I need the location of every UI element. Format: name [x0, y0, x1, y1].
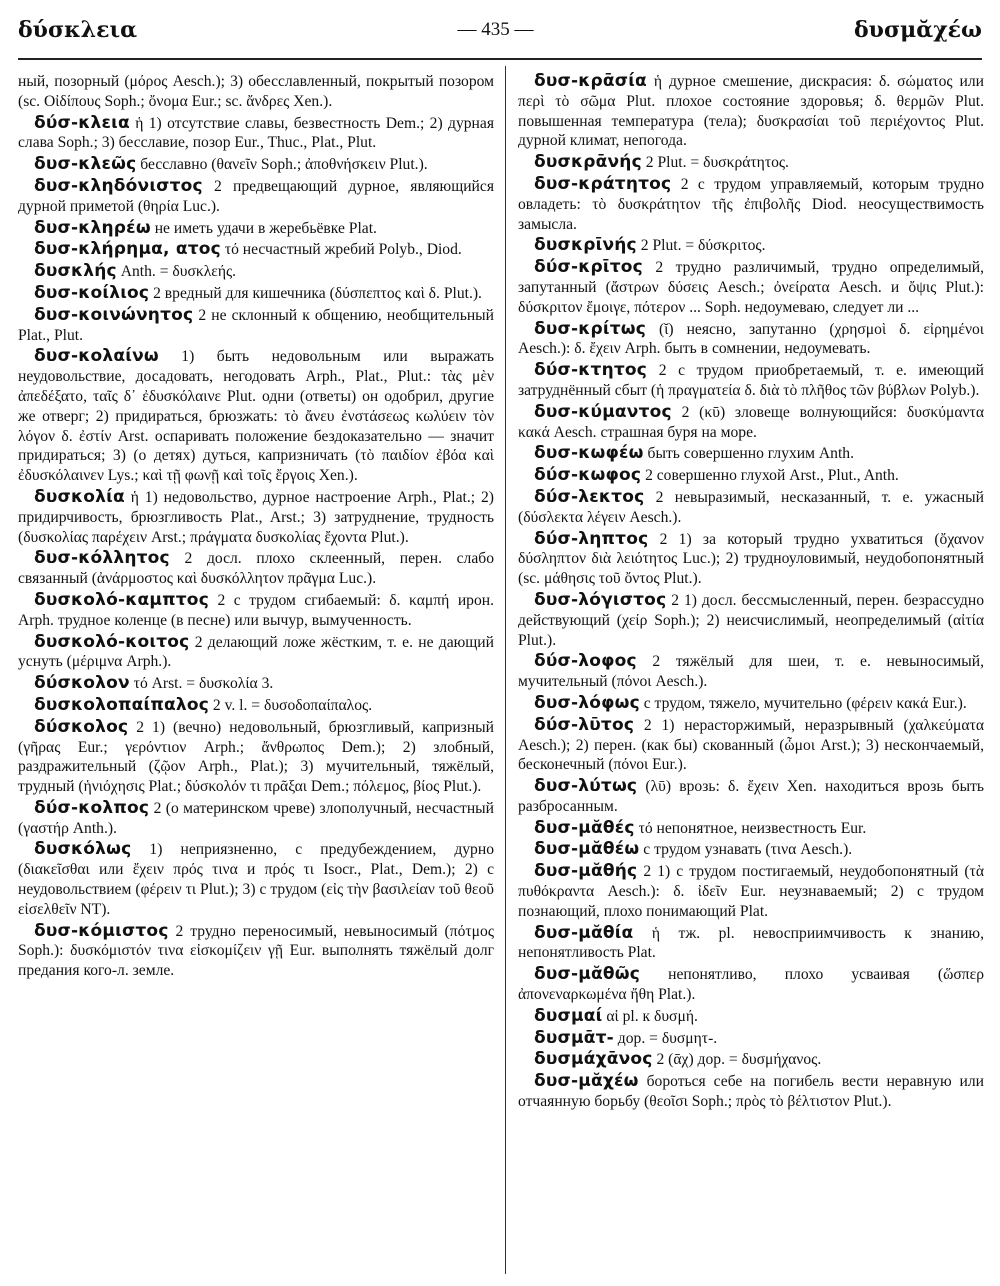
entry-headword: δυσ-κολαίνω: [34, 346, 159, 367]
entry-definition: 2 тяжёлый для шеи, т. е. невыносимый, мучительный (πόνοι Aesch.).: [518, 653, 984, 691]
dictionary-entry: [18, 240, 494, 260]
entry-definition: 2 с трудом управляемый, которым трудно овладеть: τὸ δυσκράτητον τῆς ἐπιβολῆς Diod. неосуществимость замысла.: [518, 175, 984, 233]
dictionary-entry: [18, 72, 494, 112]
entry-definition: Anth. = δυσκλεής.: [116, 263, 237, 281]
entry-definition: 2 (ᾱχ) дор. = δυσμήχανος.: [652, 1051, 822, 1069]
entry-headword: δύσ-κωφος: [534, 465, 642, 486]
entry-headword: δυσ-κληδόνιστος: [34, 175, 203, 196]
entry-headword: δυσκρῑνής: [534, 235, 637, 256]
running-head: [18, 10, 982, 50]
entry-definition: 2 с трудом приобретаемый, т. е. имеющий затруднённый сбыт (ἡ πραγματεία δ. διὰ τὸ πλῆθος τῶν βύβλων Polyb.).: [518, 362, 984, 399]
entry-headword: δυσκολό-κοιτος: [34, 631, 190, 652]
dictionary-entry: [518, 530, 984, 589]
entry-headword: δυσ-κόλλητος: [34, 548, 170, 569]
dictionary-entry: [518, 862, 984, 921]
left-column: [18, 72, 494, 1276]
entry-definition: дор. = δυσμητ-.: [613, 1029, 718, 1047]
entry-definition: 2 с трудом сгибаемый: δ. καμπή ирон. Arph. трудное коленце (в песне) или вычур, вымученность.: [18, 591, 494, 629]
dictionary-entry: [18, 488, 494, 547]
entry-definition: τό непонятное, неизвестность Eur.: [634, 819, 867, 837]
entry-headword: δυσ-μᾰθῶς: [534, 964, 640, 985]
dictionary-entry: [518, 175, 984, 234]
dictionary-entry: [518, 652, 984, 692]
dictionary-entry: [18, 591, 494, 631]
entry-headword: δύσ-κτητος: [534, 360, 648, 381]
dictionary-entry: [518, 591, 984, 650]
dictionary-entry: [518, 320, 984, 360]
dictionary-entry: [518, 840, 984, 860]
entry-headword: δυσ-κωφέω: [534, 443, 644, 464]
header-rule: [18, 58, 982, 60]
entry-definition: 2 (о материнском чреве) злополучный, несчастный (γαστήρ Anth.).: [18, 799, 494, 837]
dictionary-entry: [18, 262, 494, 282]
entry-definition: бороться себе на погибель вести неравную или отчаянную борьбу (θεοῖσι Soph.; πρὸς τὸ βέλτιστον Plut.).: [518, 1073, 984, 1111]
running-head-last-word: δυσμᾰχέω: [854, 17, 982, 43]
running-head-first-word: δύσκλεια: [18, 17, 138, 43]
entry-headword: δυσ-μᾰθέω: [534, 839, 640, 860]
entry-headword: δυσκολοπαίπαλος: [34, 694, 209, 715]
dictionary-entry: [518, 1072, 984, 1112]
dictionary-entry: [18, 155, 494, 175]
entry-definition: 2 досл. плохо склеенный, перен. слабо связанный (ἀνάρμοστος καὶ δυσκόλλητον πρᾶγμα Luc.).: [18, 550, 494, 588]
entry-headword: δυσκολό-καμπτος: [34, 589, 209, 610]
entry-definition: 2 1) нерасторжимый, неразрывный (χαλκεύματα Aesch.); 2) перен. (как бы) скованный (ὦμοι Arst.); 3) нескончаемый, бесконечный (πόνοι Eur.).: [518, 716, 984, 774]
entry-headword: δυσ-κλεῶς: [34, 154, 137, 175]
entry-definition: 2 совершенно глухой Arst., Plut., Anth.: [641, 467, 899, 485]
entry-headword: δυσ-κρίτως: [534, 318, 647, 339]
entry-definition: быть совершенно глухим Anth.: [643, 445, 854, 463]
entry-headword: δυσκρᾱνής: [534, 152, 642, 173]
dictionary-entry: [518, 716, 984, 775]
entry-headword: δύσ-ληπτος: [534, 528, 649, 549]
entry-definition: ἡ дурное смешение, дискрасия: δ. σώματος или περὶ τὸ σῶμα Plut. плохое состояние здоровья; δ. θερμῶν Plut. повышенная температура (тела); δυσκρασίαι τοῦ περιέχοντος Plut. дурной климат, непогода.: [518, 73, 984, 150]
dictionary-entry: [518, 153, 984, 173]
entry-headword: δυσ-κράτητος: [534, 173, 672, 194]
entry-headword: δυσ-μᾰθής: [534, 861, 638, 882]
entry-headword: δύσκολον: [34, 673, 130, 694]
entry-definition: не иметь удачи в жеребьёвке Plat.: [150, 219, 377, 237]
dictionary-entry: [18, 633, 494, 673]
entry-headword: δυσμαί: [534, 1005, 603, 1026]
entry-definition: τό Arst. = δυσκολία 3.: [129, 675, 274, 693]
dictionary-entry: [518, 361, 984, 401]
entry-headword: δυσ-κοινώνητος: [34, 304, 194, 325]
dictionary-entry: [518, 1007, 984, 1027]
entry-definition: ἡ тж. pl. невосприимчивость к знанию, непонятливость Plat.: [518, 924, 984, 962]
entry-headword: δύσ-κολπος: [34, 797, 150, 818]
entry-definition: 2 делающий ложе жёстким, т. е. не дающий уснуть (μέριμνα Arph.).: [18, 633, 494, 671]
dictionary-entry: [518, 466, 984, 486]
entry-definition: бесславно (θανεῖν Soph.; ἀποθνήσκειν Plut.).: [136, 156, 428, 174]
entry-definition: 2 v. l. = δυσοδοπαίπαλος.: [208, 696, 373, 714]
entry-definition: 1) неприязненно, с предубеждением, дурно (διακεῖσθαι или ἔχειν πρός τινα и πρός τι Isocr., Plat., Dem.); 2) с неудовольствием (φέρειν τι Plut.); 3) с трудом (εἰς τὴν βασιλείαν τοῦ θεοῦ εἰσελθεῖν NT).: [18, 841, 494, 918]
dictionary-entry: [18, 922, 494, 981]
dictionary-entry: [18, 799, 494, 839]
entry-headword: δύσ-κρῑτος: [534, 257, 643, 278]
entry-definition: с трудом узнавать (τινα Aesch.).: [639, 841, 853, 859]
dictionary-entry: [18, 114, 494, 154]
column-divider: [505, 66, 506, 1274]
dictionary-entry: [518, 694, 984, 714]
entry-headword: δυσ-λόγιστος: [534, 589, 667, 610]
entry-definition: 2 1) за который трудно ухватиться (ὄχανον δύσληπτον διὰ λειότητος Luc.); 2) трудноуловимый, неудобопонятный (sc. μάθησις τοῦ ὄντος Plut.).: [518, 530, 984, 588]
dictionary-entry: [18, 306, 494, 346]
entry-headword: δυσ-μᾰθία: [534, 922, 634, 943]
entry-headword: δύσ-λῡτος: [534, 714, 635, 735]
entry-headword: δυσμᾱτ-: [534, 1027, 614, 1048]
dictionary-entry: [18, 549, 494, 589]
entry-headword: δυσ-μᾰχέω: [534, 1071, 639, 1092]
entry-headword: δυσ-κοίλιος: [34, 282, 150, 303]
entry-definition: αἱ pl. к δυσμή.: [602, 1007, 698, 1025]
entry-headword: δυσκόλως: [34, 839, 132, 860]
entry-headword: δυσ-κλήρημα, ατος: [34, 239, 221, 260]
page-number: — 435 —: [457, 19, 534, 40]
entry-headword: δυσκλής: [34, 261, 117, 282]
entry-headword: δυσ-λύτως: [534, 776, 638, 797]
entry-definition: 2 1) (вечно) недовольный, брюзгливый, капризный (γῆρας Eur.; γερόντιον Arph.; ἄνθρωπος Dem.); 2) злобный, раздражительный (ζῷον Arph., Plat.); 3) мучительный, тяжёлый, трудный (ἡνιόχησις Plat.; δύσκολόν τι πρᾶξαι Dem.; πόλεμος, βίος Plut.).: [18, 718, 494, 796]
dictionary-entry: [518, 819, 984, 839]
entry-headword: δυσ-κύμαντος: [534, 401, 672, 422]
dictionary-entry: [18, 674, 494, 694]
dictionary-entry: [518, 488, 984, 528]
entry-definition: 2 1) досл. бессмысленный, перен. безрассудно действующий (χείρ Soph.); 2) неисчислимый, неопределимый (αἰτία Plut.).: [518, 591, 984, 649]
dictionary-entry: [18, 177, 494, 217]
dictionary-entry: [518, 924, 984, 964]
entry-definition: 2 трудно различимый, трудно определимый, запутанный (ἄστρων δύσεις Aesch.; ὀνείρατα Aesch. и ὄψις Plut.): δύσκριτον ἔμοιγε, πότερον ... Soph. недоумеваю, следует ли ...: [518, 259, 984, 316]
entry-definition: 2 Plut. = δύσκριτος.: [636, 237, 766, 255]
entry-headword: δύσκολος: [34, 716, 129, 737]
entry-headword: δυσ-κόμιστος: [34, 920, 169, 941]
dictionary-entry: [18, 840, 494, 919]
entry-definition: 2 Plut. = δυσκράτητος.: [641, 154, 789, 172]
dictionary-entry: [518, 72, 984, 151]
dictionary-entry: [18, 284, 494, 304]
entry-definition: ἡ 1) отсутствие славы, безвестность Dem.; 2) дурная слава Soph.; 3) бесславие, позор Eur., Thuc., Plat., Plut.: [18, 114, 494, 152]
entry-definition: 2 невыразимый, несказанный, т. е. ужасный (δύσλεκτα λέγειν Aesch.).: [518, 488, 984, 526]
entry-headword: δυσ-κληρέω: [34, 217, 151, 238]
dictionary-entry: [518, 1029, 984, 1049]
right-column: [518, 72, 984, 1276]
dictionary-entry: [518, 965, 984, 1005]
entry-definition: 2 вредный для кишечника (δύσπεπτος καὶ δ. Plut.).: [149, 284, 482, 302]
dictionary-entry: [18, 718, 494, 797]
entry-definition: (ῐ) неясно, запутанно (χρησμοὶ δ. εἰρημένοι Aesch.): δ. ἔχειν Arph. быть в сомнении, недоумевать.: [518, 320, 984, 358]
entry-headword: δυσμάχᾱνος: [534, 1049, 653, 1070]
entry-definition: τό несчастный жребий Polyb., Diod.: [220, 241, 462, 259]
dictionary-entry: [518, 777, 984, 817]
entry-headword: δύσ-λοφος: [534, 651, 637, 672]
entry-definition: ный, позорный (μόρος Aesch.); 3) обесславленный, покрытый позором (sc. Οἰδίπους Soph.; ὄνομα Eur.; sc. ἄνδρες Xen.).: [18, 73, 494, 110]
entry-headword: δύσ-κλεια: [34, 112, 130, 133]
entry-headword: δυσκολία: [34, 486, 125, 507]
dictionary-entry: [518, 236, 984, 256]
entry-definition: непонятливо, плохо усваивая (ὥσπερ ἀπονεναρκωμένα ἤθη Plat.).: [518, 966, 984, 1004]
entry-definition: с трудом, тяжело, мучительно (φέρειν κακά Eur.).: [639, 694, 967, 712]
entry-definition: ἡ 1) недовольство, дурное настроение Arph., Plat.; 2) придирчивость, брюзгливость Plat., Arst.; 3) затруднение, трудность (δυσκολίας παρέχειν Arst.; πράγματα δυσκολίας ἔχοντα Plut.).: [18, 488, 494, 546]
entry-definition: (λῡ) врозь: δ. ἔχειν Xen. находиться врозь быть разбросанным.: [518, 778, 984, 815]
dictionary-entry: [518, 444, 984, 464]
dictionary-entry: [518, 403, 984, 443]
entry-headword: δυσ-λόφως: [534, 692, 640, 713]
entry-definition: 2 трудно переносимый, невыносимый (πότμος Soph.): δυσκόμιστόν τινα εἰσκομίζειν γῇ Eur. выполнять тяжёлый долг предания кого-л. земле.: [18, 922, 494, 980]
entry-definition: 2 предвещающий дурное, являющийся дурной приметой (θηρία Luc.).: [18, 177, 494, 215]
entry-headword: δυσ-κρᾱσία: [534, 72, 647, 91]
entry-headword: δυσ-μᾰθές: [534, 817, 635, 838]
dictionary-entry: [18, 696, 494, 716]
dictionary-entry: [518, 258, 984, 317]
dictionary-entry: [518, 1050, 984, 1070]
entry-definition: 1) быть недовольным или выражать неудовольствие, досадовать, негодовать Arph., Plat., Plut.: τὰς μὲν ἀπεδέξατο, ταῖς δ᾽ ἐδυσκόλαινε Plut. одни (ответы) он одобрил, другие же отверг; 2) придираться, брюзжать: τὸ ἄνευ ἐνστάσεως κωλύειν τὸν λόγον δ. ἐστίν Arst. оспаривать положение бездоказательно — значит придираться; 3) (о детях) дуться, капризничать (τὸ παιδίον ἐβόα καὶ ἐδυσκόλαινεν Lys.; καὶ τῇ φωνῇ καὶ τοῖς ἔργοις Xen.).: [18, 348, 494, 485]
entry-headword: δύσ-λεκτος: [534, 486, 645, 507]
dictionary-entry: [18, 219, 494, 239]
entry-definition: 2 (κῡ) зловеще волнующийся: δυσκύμαντα κακά Aesch. страшная буря на море.: [518, 403, 984, 441]
entry-definition: 2 не склонный к общению, необщительный Plat., Plut.: [18, 306, 494, 344]
dictionary-entry: [18, 347, 494, 486]
entry-definition: 2 1) с трудом постигаемый, неудобопонятный (τὰ πυθόκραντα Aesch.): δ. ἰδεῖν Eur. неузнаваемый; 2) с трудом познающий, плохо понимающий Plat.: [518, 863, 984, 920]
